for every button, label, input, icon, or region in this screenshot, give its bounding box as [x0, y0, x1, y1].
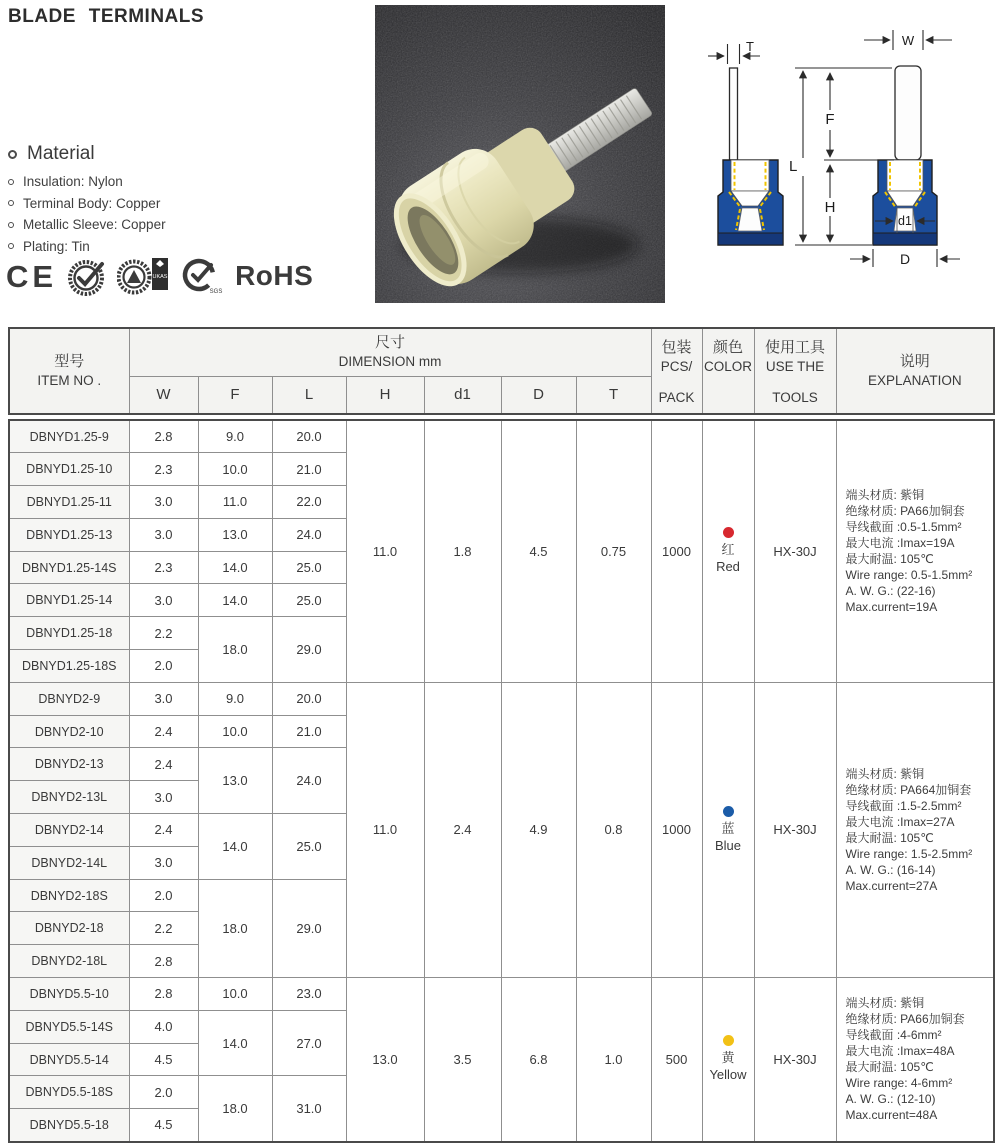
- cell-value: 2.0: [129, 1076, 198, 1109]
- header-explanation: [836, 328, 994, 414]
- table-row: [9, 682, 994, 715]
- explanation-line: Max.current=48A: [845, 1108, 938, 1123]
- cell-value: 2.4: [129, 814, 198, 847]
- cell-value: 2.3: [129, 453, 198, 486]
- cell-item-no: DBNYD2-9: [9, 682, 129, 715]
- cell-value: 1000: [651, 420, 702, 682]
- iso-ukas-badge-icon: [117, 256, 169, 296]
- color-name-zh: 蓝: [721, 820, 735, 836]
- explanation-line: 最大电流 :Imax=48A: [845, 1044, 955, 1059]
- cell-value: 21.0: [272, 715, 346, 748]
- explanation-line: 最大电流 :Imax=19A: [845, 536, 955, 551]
- explanation-line: 端头材质: 紫铜: [845, 996, 925, 1011]
- cell-value: 24.0: [272, 518, 346, 551]
- cell-value: 2.0: [129, 650, 198, 683]
- cell-value: 29.0: [272, 617, 346, 683]
- dimension-diagram: [678, 18, 998, 310]
- cell-item-no: DBNYD2-18S: [9, 879, 129, 912]
- dim-H: [825, 165, 836, 242]
- spec-table-body: [9, 420, 994, 1142]
- dim-T: [708, 39, 760, 64]
- cell-item-no: DBNYD2-10: [9, 715, 129, 748]
- cell-value: 3.0: [129, 518, 198, 551]
- explanation-line: A. W. G.: (12-10): [845, 1092, 936, 1107]
- header-dimension: [129, 328, 651, 376]
- spec-table-header: [8, 327, 995, 415]
- dim-label-F: F: [825, 111, 835, 128]
- cell-value: 1000: [651, 682, 702, 977]
- cell-value: 24.0: [272, 748, 346, 814]
- cell-value: 25.0: [272, 814, 346, 880]
- material-item-label: Insulation: Nylon: [23, 174, 123, 189]
- color-dot: [723, 1035, 734, 1046]
- cell-value: 3.0: [129, 781, 198, 814]
- cell-value: HX-30J: [754, 682, 836, 977]
- dim-label-H: H: [824, 199, 836, 216]
- bullet-icon: [8, 179, 14, 185]
- bullet-icon: [8, 222, 14, 228]
- rohs-label: RoHS: [235, 260, 314, 291]
- bullet-icon: [8, 150, 17, 159]
- explanation-line: 绝缘材质: PA664加铜套: [845, 782, 972, 797]
- cell-value: 0.8: [576, 682, 651, 977]
- explanation-line: 端头材质: 紫铜: [845, 766, 925, 781]
- header-pack: [651, 328, 702, 414]
- header-col-D: D: [501, 376, 576, 414]
- header-col-W: W: [129, 376, 198, 414]
- cell-value: 2.4: [424, 682, 501, 977]
- cell-value: 25.0: [272, 584, 346, 617]
- explanation-line: Wire range: 4-6mm²: [845, 1076, 953, 1091]
- material-item: [8, 217, 166, 232]
- cell-value: 0.75: [576, 420, 651, 682]
- cell-value: 25.0: [272, 551, 346, 584]
- cell-item-no: DBNYD1.25-14: [9, 584, 129, 617]
- cell-value: 13.0: [346, 978, 424, 1142]
- sgs-label: SGS: [209, 289, 223, 295]
- cell-value: 18.0: [198, 879, 272, 977]
- ce-mark-icon: CE: [6, 258, 58, 294]
- ukas-label: UKAS: [152, 274, 168, 280]
- cell-item-no: DBNYD1.25-10: [9, 453, 129, 486]
- dim-L: [789, 71, 803, 242]
- header-item-no-zh: 型号: [54, 353, 85, 370]
- header-col-L: L: [272, 376, 346, 414]
- cell-item-no: DBNYD5.5-10: [9, 978, 129, 1011]
- cell-value: 4.5: [129, 1109, 198, 1142]
- cell-value: 2.8: [129, 978, 198, 1011]
- cell-value: 29.0: [272, 879, 346, 977]
- cell-value: 11.0: [198, 486, 272, 519]
- header-item-no: [9, 328, 129, 414]
- cell-value: 3.0: [129, 846, 198, 879]
- cell-color: [702, 682, 754, 977]
- explanation-line: 最大电流 :Imax=27A: [845, 814, 955, 829]
- dim-label-D: D: [899, 251, 911, 267]
- cell-value: 3.0: [129, 486, 198, 519]
- cell-value: 2.0: [129, 879, 198, 912]
- color-dot: [723, 527, 734, 538]
- cell-value: 10.0: [198, 715, 272, 748]
- header-color-en: COLOR: [704, 359, 753, 374]
- cell-value: 31.0: [272, 1076, 346, 1142]
- explanation-line: Wire range: 0.5-1.5mm²: [845, 568, 973, 583]
- spec-table: [8, 419, 995, 1143]
- cell-value: 23.0: [272, 978, 346, 1011]
- cell-color: [702, 978, 754, 1142]
- color-name-zh: 红: [721, 542, 735, 558]
- cell-value: 18.0: [198, 617, 272, 683]
- cell-value: 9.0: [198, 420, 272, 453]
- color-dot: [723, 806, 734, 817]
- header-col-T: T: [576, 376, 651, 414]
- cell-item-no: DBNYD2-14: [9, 814, 129, 847]
- cell-value: 14.0: [198, 551, 272, 584]
- header-col-d1: d1: [424, 376, 501, 414]
- cell-value: 3.0: [129, 682, 198, 715]
- header-pack-zh: 包装: [661, 339, 692, 356]
- header-pack-en2: PACK: [658, 390, 695, 405]
- material-item: [8, 239, 166, 254]
- quality-badge-icon: [180, 256, 224, 296]
- cell-value: 2.2: [129, 912, 198, 945]
- explanation-line: 最大耐温: 105℃: [845, 830, 934, 845]
- cell-value: 4.5: [501, 420, 576, 682]
- header-col-H: H: [346, 376, 424, 414]
- color-name-en: Red: [716, 559, 740, 575]
- cell-value: 3.5: [424, 978, 501, 1142]
- cell-value: 4.0: [129, 1010, 198, 1043]
- cell-color: [702, 420, 754, 682]
- explanation-line: 导线截面 :4-6mm²: [845, 1028, 942, 1043]
- cell-value: 22.0: [272, 486, 346, 519]
- header-tools: [754, 328, 836, 414]
- table-row: [9, 420, 994, 453]
- cell-value: 21.0: [272, 453, 346, 486]
- check-badge-icon: [68, 256, 106, 296]
- cell-value: 20.0: [272, 682, 346, 715]
- explanation-line: 导线截面 :1.5-2.5mm²: [845, 798, 962, 813]
- cell-value: 27.0: [272, 1010, 346, 1076]
- explanation-line: Max.current=19A: [845, 600, 938, 615]
- bullet-icon: [8, 200, 14, 206]
- dim-F: [825, 73, 834, 157]
- cell-value: 4.5: [129, 1043, 198, 1076]
- product-photo: [375, 5, 665, 303]
- certification-logos: [6, 253, 313, 299]
- explanation-line: Max.current=27A: [845, 878, 938, 893]
- terminal-side-view: [718, 68, 783, 245]
- material-item: [8, 196, 166, 211]
- dim-W: [864, 30, 952, 50]
- header-dimension-en: DIMENSION mm: [338, 354, 442, 370]
- cell-value: 6.8: [501, 978, 576, 1142]
- cell-item-no: DBNYD2-13: [9, 748, 129, 781]
- page-title: BLADE TERMINALS: [8, 6, 205, 27]
- header-tools-en2: TOOLS: [772, 390, 818, 405]
- explanation-line: 最大耐温: 105℃: [845, 552, 934, 567]
- header-explanation-zh: 说明: [899, 353, 930, 370]
- bullet-icon: [8, 243, 14, 249]
- cell-value: 9.0: [198, 682, 272, 715]
- cell-explanation: [836, 978, 994, 1142]
- explanation-line: A. W. G.: (22-16): [845, 584, 936, 599]
- explanation-line: 绝缘材质: PA66加铜套: [845, 1012, 965, 1027]
- dim-label-T: T: [746, 39, 754, 54]
- cell-value: 4.9: [501, 682, 576, 977]
- cell-item-no: DBNYD1.25-18: [9, 617, 129, 650]
- color-name-en: Yellow: [709, 1067, 747, 1083]
- dim-label-L: L: [789, 158, 798, 175]
- cell-explanation: [836, 682, 994, 977]
- header-tools-en1: USE THE: [765, 359, 825, 374]
- cell-value: 2.4: [129, 715, 198, 748]
- cell-item-no: DBNYD2-14L: [9, 846, 129, 879]
- cell-value: 14.0: [198, 584, 272, 617]
- header-explanation-en: EXPLANATION: [868, 373, 962, 388]
- cell-value: 13.0: [198, 748, 272, 814]
- material-heading: [8, 143, 166, 165]
- header-item-no-en: ITEM NO .: [37, 373, 102, 388]
- cell-value: 1.0: [576, 978, 651, 1142]
- header-col-F: F: [198, 376, 272, 414]
- color-name-en: Blue: [714, 837, 742, 853]
- cell-item-no: DBNYD2-18L: [9, 945, 129, 978]
- material-item-label: Plating: Tin: [23, 238, 90, 254]
- cell-item-no: DBNYD1.25-11: [9, 486, 129, 519]
- cell-value: 14.0: [198, 814, 272, 880]
- cell-value: 11.0: [346, 420, 424, 682]
- cell-value: 10.0: [198, 453, 272, 486]
- dim-D: [850, 249, 960, 267]
- cell-value: 3.0: [129, 584, 198, 617]
- explanation-line: 端头材质: 紫铜: [845, 488, 925, 503]
- cell-value: 18.0: [198, 1076, 272, 1142]
- cell-value: 500: [651, 978, 702, 1142]
- header-dimension-zh: 尺寸: [375, 334, 406, 352]
- material-section: [8, 143, 166, 260]
- dim-label-d1: d1: [898, 214, 912, 228]
- explanation-line: 绝缘材质: PA66加铜套: [845, 504, 965, 519]
- cell-item-no: DBNYD5.5-14S: [9, 1010, 129, 1043]
- header-tools-zh: 使用工具: [765, 339, 826, 356]
- cell-item-no: DBNYD2-13L: [9, 781, 129, 814]
- cell-item-no: DBNYD5.5-18: [9, 1109, 129, 1142]
- cell-value: 14.0: [198, 1010, 272, 1076]
- cell-value: 13.0: [198, 518, 272, 551]
- dim-label-W: W: [901, 33, 915, 48]
- material-item: [8, 174, 166, 189]
- explanation-line: A. W. G.: (16-14): [845, 862, 936, 877]
- cell-explanation: [836, 420, 994, 682]
- cell-value: 1.8: [424, 420, 501, 682]
- explanation-line: 导线截面 :0.5-1.5mm²: [845, 520, 962, 535]
- cell-item-no: DBNYD2-18: [9, 912, 129, 945]
- dimension-diagram-image: [678, 18, 998, 310]
- cell-value: 11.0: [346, 682, 424, 977]
- cell-item-no: DBNYD1.25-14S: [9, 551, 129, 584]
- cell-value: 2.2: [129, 617, 198, 650]
- product-photo-image: [375, 5, 665, 303]
- cell-item-no: DBNYD1.25-18S: [9, 650, 129, 683]
- cell-item-no: DBNYD1.25-13: [9, 518, 129, 551]
- cell-value: 2.8: [129, 420, 198, 453]
- cell-item-no: DBNYD1.25-9: [9, 420, 129, 453]
- header-color: [702, 328, 754, 414]
- header-color-zh: 颜色: [713, 339, 744, 356]
- cell-value: HX-30J: [754, 420, 836, 682]
- header-pack-en1: PCS/: [660, 359, 693, 374]
- cell-value: 2.4: [129, 748, 198, 781]
- material-item-label: Terminal Body: Copper: [23, 195, 161, 211]
- cell-value: 2.3: [129, 551, 198, 584]
- color-name-zh: 黄: [721, 1050, 735, 1066]
- material-item-label: Metallic Sleeve: Copper: [23, 217, 166, 232]
- material-heading-label: Material: [27, 143, 95, 164]
- cell-item-no: DBNYD5.5-18S: [9, 1076, 129, 1109]
- cell-item-no: DBNYD5.5-14: [9, 1043, 129, 1076]
- table-row: [9, 978, 994, 1011]
- explanation-line: 最大耐温: 105℃: [845, 1060, 934, 1075]
- cell-value: 20.0: [272, 420, 346, 453]
- cell-value: 10.0: [198, 978, 272, 1011]
- cell-value: HX-30J: [754, 978, 836, 1142]
- explanation-line: Wire range: 1.5-2.5mm²: [845, 846, 973, 861]
- cell-value: 2.8: [129, 945, 198, 978]
